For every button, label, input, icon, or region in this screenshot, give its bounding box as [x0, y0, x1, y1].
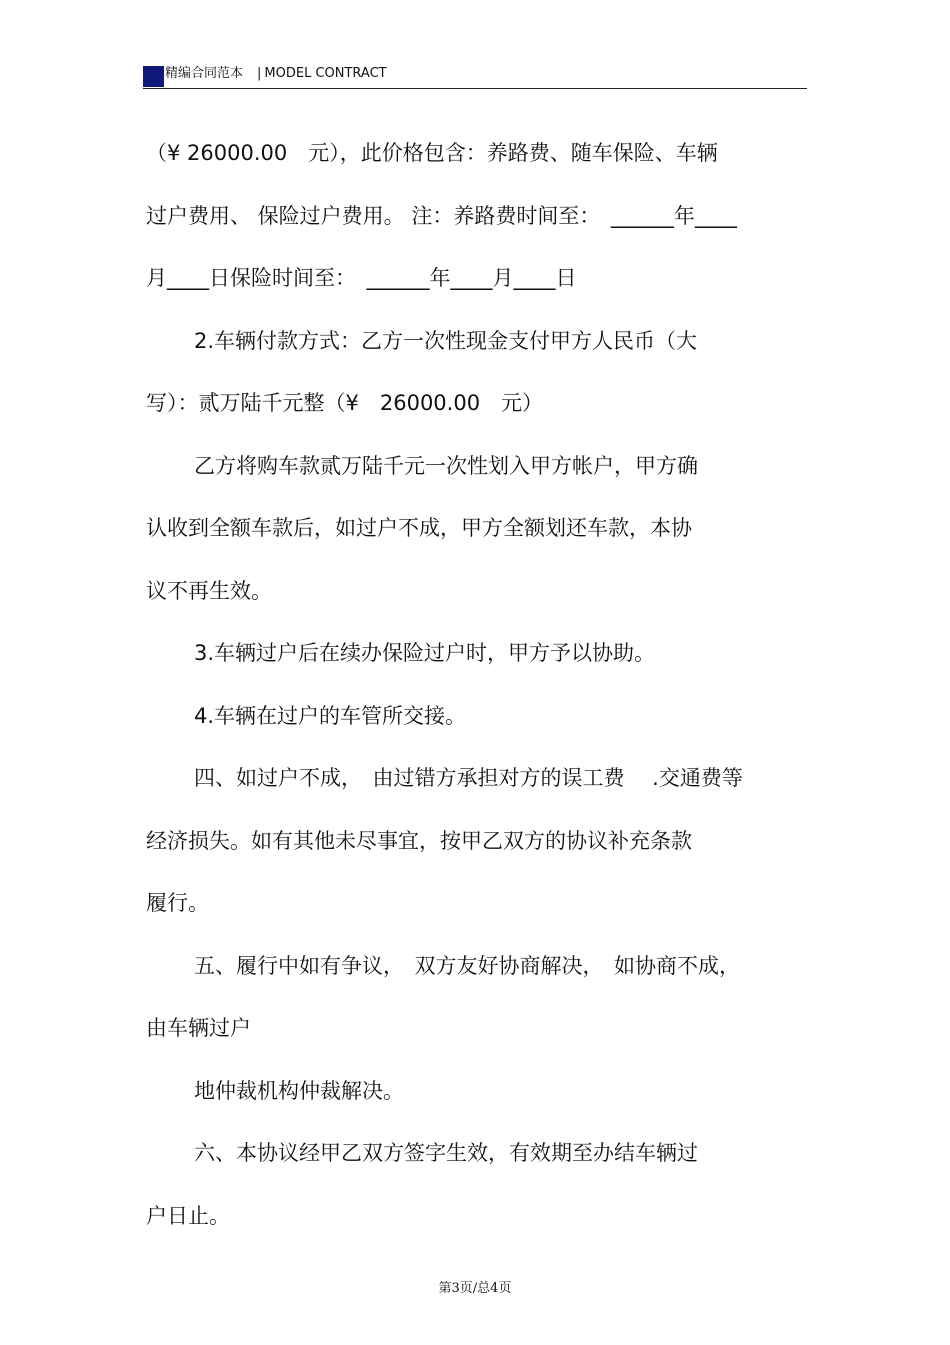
body-line: 过户费用、 保险过户费用。 注：养路费时间至： ______年____ [146, 204, 737, 228]
body-line: 4.车辆在过户的车管所交接。 [194, 704, 467, 728]
body-line: 履行。 [146, 891, 209, 915]
body-line: 写）：贰万陆千元整（¥ 26000.00 元） [146, 391, 544, 415]
header-separator: | [257, 66, 262, 81]
body-line: 四、如过户不成， 由过错方承担对方的误工费 .交通费等 [194, 766, 743, 790]
body-line: 2.车辆付款方式：乙方一次性现金支付甲方人民币（大 [194, 329, 698, 353]
body-line: 乙方将购车款贰万陆千元一次性划入甲方帐户，甲方确 [194, 454, 698, 478]
body-line: 户日止。 [146, 1204, 230, 1228]
body-line: 地仲裁机构仲裁解决。 [194, 1079, 404, 1103]
page-number: 第3页/总4页 [438, 1281, 512, 1296]
body-line: 由车辆过户 [146, 1016, 251, 1040]
body-line: 五、履行中如有争议， 双方友好协商解决， 如协商不成， [194, 954, 740, 978]
body-line: 月____日保险时间至： ______年____月____日 [146, 266, 577, 290]
body-line: 六、本协议经甲乙双方签字生效，有效期至办结车辆过 [194, 1141, 698, 1165]
body-line: 经济损失。如有其他未尽事宜，按甲乙双方的协议补充条款 [146, 829, 692, 853]
body-line: 议不再生效。 [146, 579, 272, 603]
body-line: 认收到全额车款后，如过户不成，甲方全额划还车款，本协 [146, 516, 692, 540]
header-title-en: MODEL CONTRACT [264, 66, 387, 81]
document-header [143, 62, 807, 89]
logo-icon [143, 66, 164, 87]
body-line: 3.车辆过户后在续办保险过户时，甲方予以协助。 [194, 641, 656, 665]
header-title-cn: 精编合同范本 [165, 66, 244, 81]
body-line: （¥ 26000.00 元），此价格包含：养路费、随车保险、车辆 [146, 141, 718, 165]
header-title [165, 66, 387, 82]
